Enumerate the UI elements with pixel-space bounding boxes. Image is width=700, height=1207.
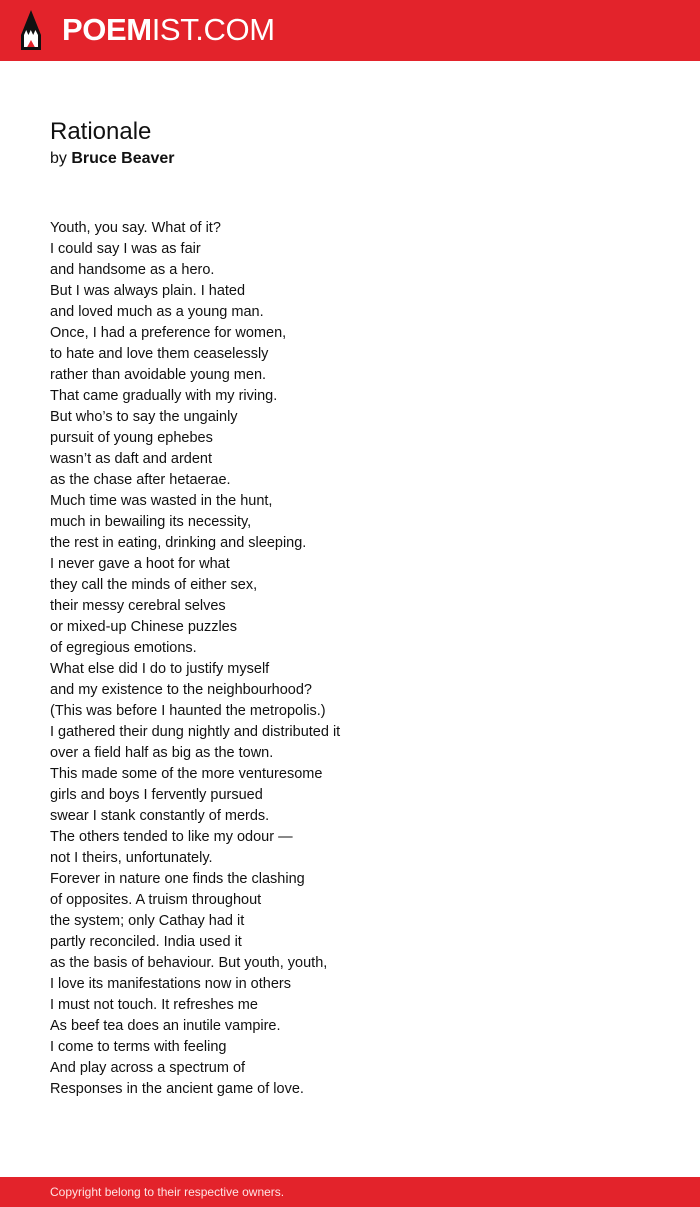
- poem-line: But who’s to say the ungainly: [50, 409, 238, 425]
- poem-line: Responses in the ancient game of love.: [50, 1081, 304, 1097]
- poem-line: The others tended to like my odour —: [50, 829, 293, 845]
- poem-line: and my existence to the neighbourhood?: [50, 682, 312, 698]
- poem-line: What else did I do to justify myself: [50, 661, 270, 677]
- brand-name-strong: POEM: [62, 12, 152, 47]
- poem-line: I love its manifestations now in others: [50, 976, 291, 992]
- poem-title: Rationale: [50, 118, 152, 145]
- poem-line: of egregious emotions.: [50, 640, 197, 656]
- poem-line: I gathered their dung nightly and distributed it: [50, 724, 341, 740]
- poem-line: and loved much as a young man.: [50, 304, 264, 320]
- brand-name-light: IST.COM: [151, 12, 275, 47]
- poem-line: they call the minds of either sex,: [50, 577, 258, 593]
- copyright-notice: Copyright belong to their respective owners.: [50, 1185, 285, 1199]
- site-logo[interactable]: [62, 12, 275, 48]
- poem-line: swear I stank constantly of merds.: [50, 808, 270, 824]
- poem-line: (This was before I haunted the metropolis.): [50, 703, 326, 719]
- poem-line: girls and boys I fervently pursued: [50, 787, 263, 803]
- poem-line: the rest in eating, drinking and sleeping.: [50, 535, 307, 551]
- author-name: Bruce Beaver: [71, 150, 175, 167]
- poem-line: as the basis of behaviour. But youth, youth,: [50, 955, 328, 971]
- site-header: [0, 0, 700, 61]
- poem-line: Once, I had a preference for women,: [50, 325, 287, 341]
- poem-line: Forever in nature one finds the clashing: [50, 871, 305, 887]
- pencil-icon[interactable]: [18, 9, 44, 52]
- poem-line: As beef tea does an inutile vampire.: [50, 1018, 281, 1034]
- poem-line: the system; only Cathay had it: [50, 913, 245, 929]
- poem-line: and handsome as a hero.: [50, 262, 215, 278]
- poem-line: much in bewailing its necessity,: [50, 514, 252, 530]
- poem-line: of opposites. A truism throughout: [50, 892, 262, 908]
- poem-line: wasn’t as daft and ardent: [50, 451, 213, 467]
- poem-line: And play across a spectrum of: [50, 1060, 246, 1076]
- poem-line: This made some of the more venturesome: [50, 766, 323, 782]
- by-label: by: [50, 150, 67, 167]
- poem-body: [50, 218, 650, 1100]
- poem-line: But I was always plain. I hated: [50, 283, 246, 299]
- poem-line: their messy cerebral selves: [50, 598, 226, 614]
- poem-line: rather than avoidable young men.: [50, 367, 267, 383]
- poem-byline: [50, 149, 175, 169]
- poem-line: partly reconciled. India used it: [50, 934, 242, 950]
- poem-line: not I theirs, unfortunately.: [50, 850, 213, 866]
- poem-line: to hate and love them ceaselessly: [50, 346, 269, 362]
- poem-line: as the chase after hetaerae.: [50, 472, 231, 488]
- poem-line: That came gradually with my riving.: [50, 388, 278, 404]
- site-footer: [0, 1177, 700, 1207]
- poem-line: I could say I was as fair: [50, 241, 201, 257]
- poem-line: Much time was wasted in the hunt,: [50, 493, 273, 509]
- poem-line: or mixed-up Chinese puzzles: [50, 619, 237, 635]
- poem-line: Youth, you say. What of it?: [50, 220, 221, 236]
- poem-line: over a field half as big as the town.: [50, 745, 274, 761]
- poem-line: pursuit of young ephebes: [50, 430, 213, 446]
- poem-line: I never gave a hoot for what: [50, 556, 230, 572]
- poem-line: I come to terms with feeling: [50, 1039, 227, 1055]
- poem-line: I must not touch. It refreshes me: [50, 997, 258, 1013]
